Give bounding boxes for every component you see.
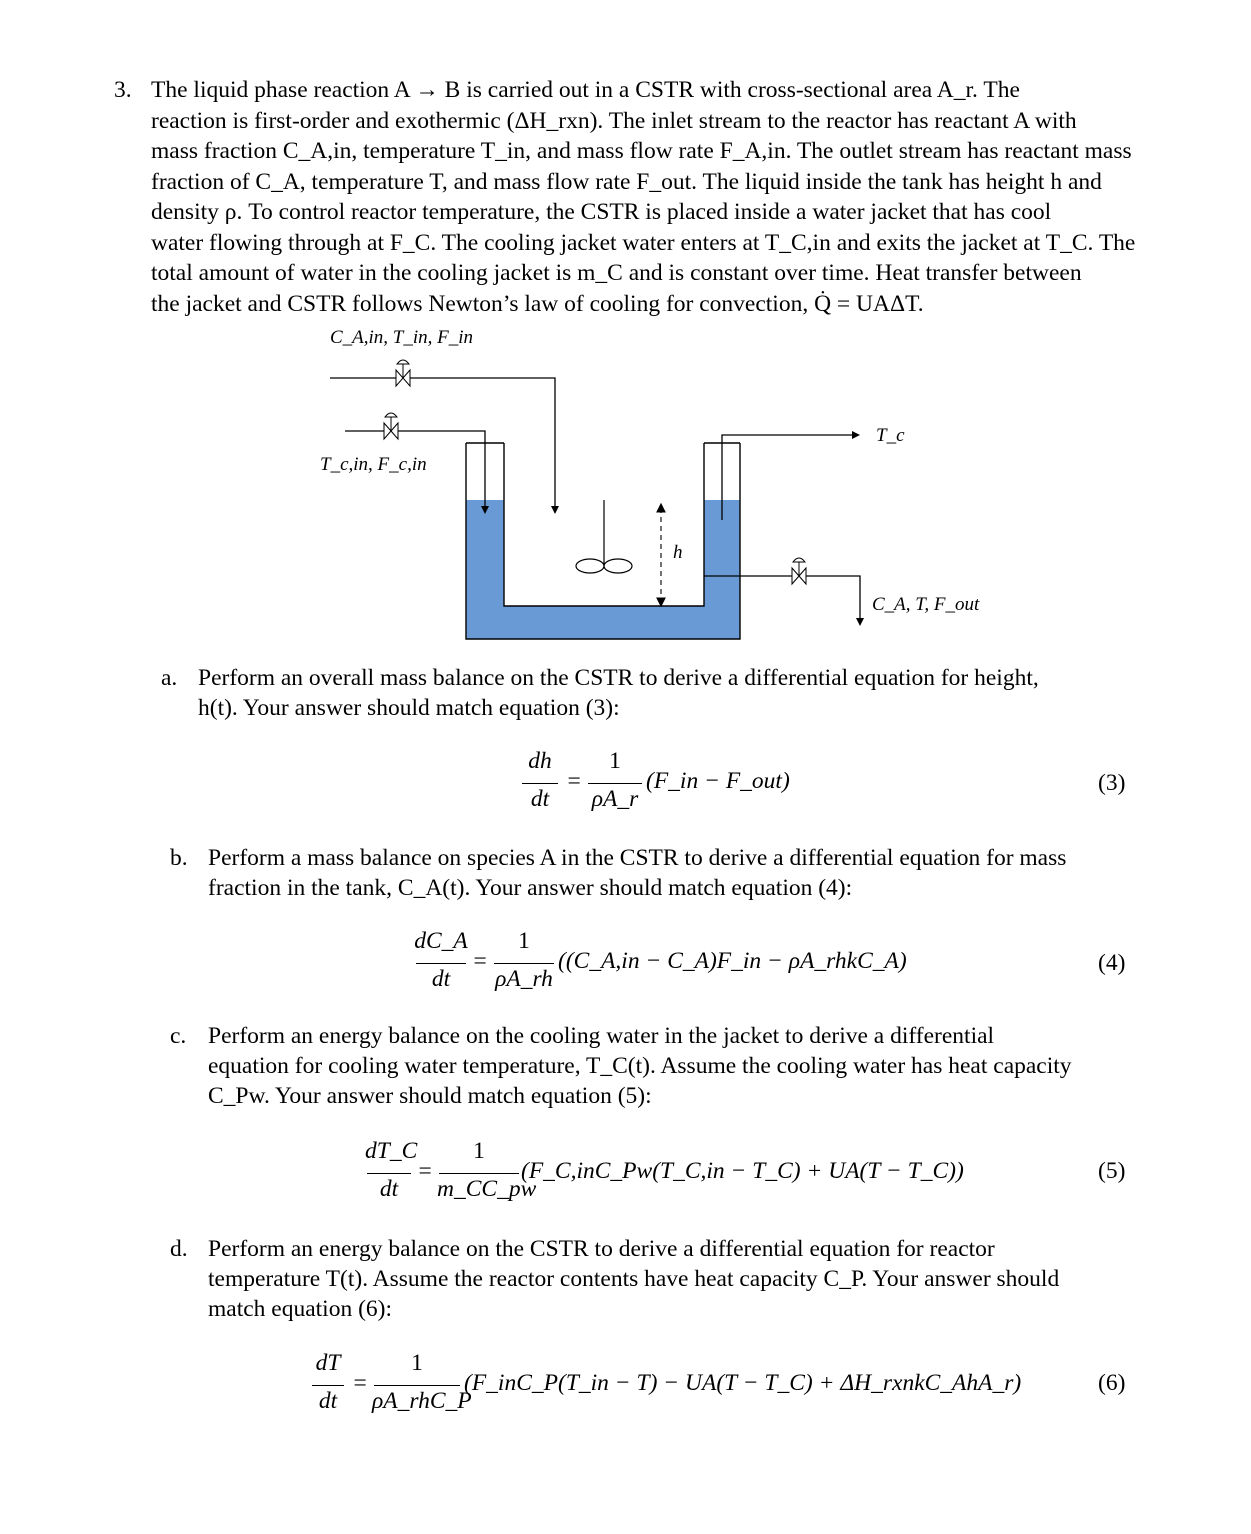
eq6-rhs-den: ρA_rhC_P: [372, 1388, 472, 1414]
equation-6-number: (6): [1098, 1370, 1126, 1396]
part-a-line-1: Perform an overall mass balance on the CSTR to derive a differential equation for height,: [198, 665, 1039, 691]
equation-5: dT_C dt = 1 m_CC_pw (F_C,inC_Pw(T_C,in − T_C) + UA(T − T_C)): [365, 1138, 964, 1202]
eq6-lhs-num: dT: [315, 1350, 341, 1376]
eq5-lhs-num: dT_C: [365, 1138, 418, 1164]
part-d-text: [208, 1234, 1138, 1324]
eq4-lhs-num: dC_A: [414, 928, 468, 954]
outlet-valve-icon: [792, 558, 806, 584]
problem-line-4: fraction of C_A, temperature T, and mass flow rate F_out. The liquid inside the tank has height h and: [151, 168, 1102, 195]
part-b-text: [208, 843, 1138, 903]
part-c-text: [208, 1021, 1138, 1111]
eq5-rest: (F_C,inC_Pw(T_C,in − T_C) + UA(T − T_C)): [521, 1158, 964, 1184]
part-a-text: [198, 663, 1118, 723]
part-c-line-3: C_Pw. Your answer should match equation (5):: [208, 1083, 652, 1109]
equation-4-number: (4): [1098, 950, 1126, 976]
problem-line-3: mass fraction C_A,in, temperature T_in, and mass flow rate F_A,in. The outlet stream has reactant mass: [151, 138, 1132, 164]
part-b-letter: b.: [170, 845, 188, 871]
label-height: h: [673, 542, 683, 563]
part-d-line-3: match equation (6):: [208, 1296, 393, 1322]
eq4-rhs-den: ρA_rh: [495, 966, 553, 992]
label-outlet: C_A, T, F_out: [872, 594, 980, 615]
part-c-line-2: equation for cooling water temperature, T_C(t). Assume the cooling water has heat capacity: [208, 1053, 1072, 1079]
eq6-lhs-den: dt: [318, 1388, 338, 1414]
coolant-in-valve-icon: [384, 413, 398, 439]
eq3-lhs-num: dh: [528, 748, 552, 774]
part-c-line-1: Perform an energy balance on the cooling water in the jacket to derive a differential: [208, 1023, 995, 1049]
eq4-lhs-den: dt: [431, 966, 451, 992]
label-inlet: C_A,in, T_in, F_in: [330, 327, 474, 348]
label-coolant-in: T_c,in, F_c,in: [320, 454, 427, 475]
eq5-lhs-den: dt: [379, 1176, 399, 1202]
equation-5-number: (5): [1098, 1158, 1126, 1184]
problem-line-1: The liquid phase reaction A → B is carried out in a CSTR with cross-sectional area A_r. The: [151, 77, 1020, 103]
eq3-rhs-den: ρA_r: [591, 786, 639, 812]
equation-4: dC_A dt = 1 ρA_rh ((C_A,in − C_A)F_in − ρA_rhkC_A): [414, 928, 907, 992]
part-d-line-2: temperature T(t). Assume the reactor contents have heat capacity C_P. Your answer should: [208, 1266, 1060, 1292]
problem-line-6: water flowing through at F_C. The cooling jacket water enters at T_C,in and exits the jacket at T_C. The: [151, 229, 1136, 256]
eq3-rest: (F_in − F_out): [646, 768, 790, 794]
problem-line-8: the jacket and CSTR follows Newton’s law of cooling for convection, Q̇ = UAΔT.: [151, 290, 924, 317]
eq6-rest: (F_inC_P(T_in − T) − UA(T − T_C) + ΔH_rxnkC_AhA_r): [464, 1370, 1022, 1396]
part-d-letter: d.: [170, 1236, 188, 1262]
problem-number: 3.: [114, 77, 132, 103]
equation-6: dT dt = 1 ρA_rhC_P (F_inC_P(T_in − T) − UA(T − T_C) + ΔH_rxnkC_AhA_r): [310, 1350, 1010, 1420]
eq5-rhs-den: m_CC_pw: [437, 1176, 537, 1202]
feed-line: [330, 378, 555, 510]
problem-line-2: reaction is first-order and exothermic (ΔH_rxn). The inlet stream to the reactor has reactant A with: [151, 107, 1077, 134]
label-coolant-out: T_c: [876, 425, 905, 446]
coolant-out-line: [722, 435, 855, 520]
cstr-diagram: [0, 0, 1251, 660]
eq6-rhs-num: 1: [411, 1350, 423, 1376]
part-b-line-1: Perform a mass balance on species A in the CSTR to derive a differential equation for mass: [208, 845, 1067, 871]
eq3-lhs-den: dt: [530, 786, 550, 812]
part-d-line-1: Perform an energy balance on the CSTR to derive a differential equation for reactor: [208, 1236, 995, 1262]
eq4-rest: ((C_A,in − C_A)F_in − ρA_rhkC_A): [558, 948, 907, 974]
eq4-rhs-num: 1: [518, 928, 530, 954]
feed-valve-icon: [396, 360, 410, 386]
problem-line-5: density ρ. To control reactor temperature, the CSTR is placed inside a water jacket that has cool: [151, 199, 1052, 225]
problem-line-7: total amount of water in the cooling jacket is m_C and is constant over time. Heat transfer between: [151, 260, 1082, 286]
part-a-letter: a.: [161, 665, 178, 691]
eq3-rhs-num: 1: [609, 748, 621, 774]
part-a-line-2: h(t). Your answer should match equation (3):: [198, 695, 620, 721]
equation-3-number: (3): [1098, 770, 1126, 796]
part-b-line-2: fraction in the tank, C_A(t). Your answer should match equation (4):: [208, 875, 853, 901]
equation-3: dh dt = 1 ρA_r (F_in − F_out): [520, 748, 940, 818]
eq5-rhs-num: 1: [473, 1138, 485, 1164]
part-c-letter: c.: [170, 1023, 187, 1049]
